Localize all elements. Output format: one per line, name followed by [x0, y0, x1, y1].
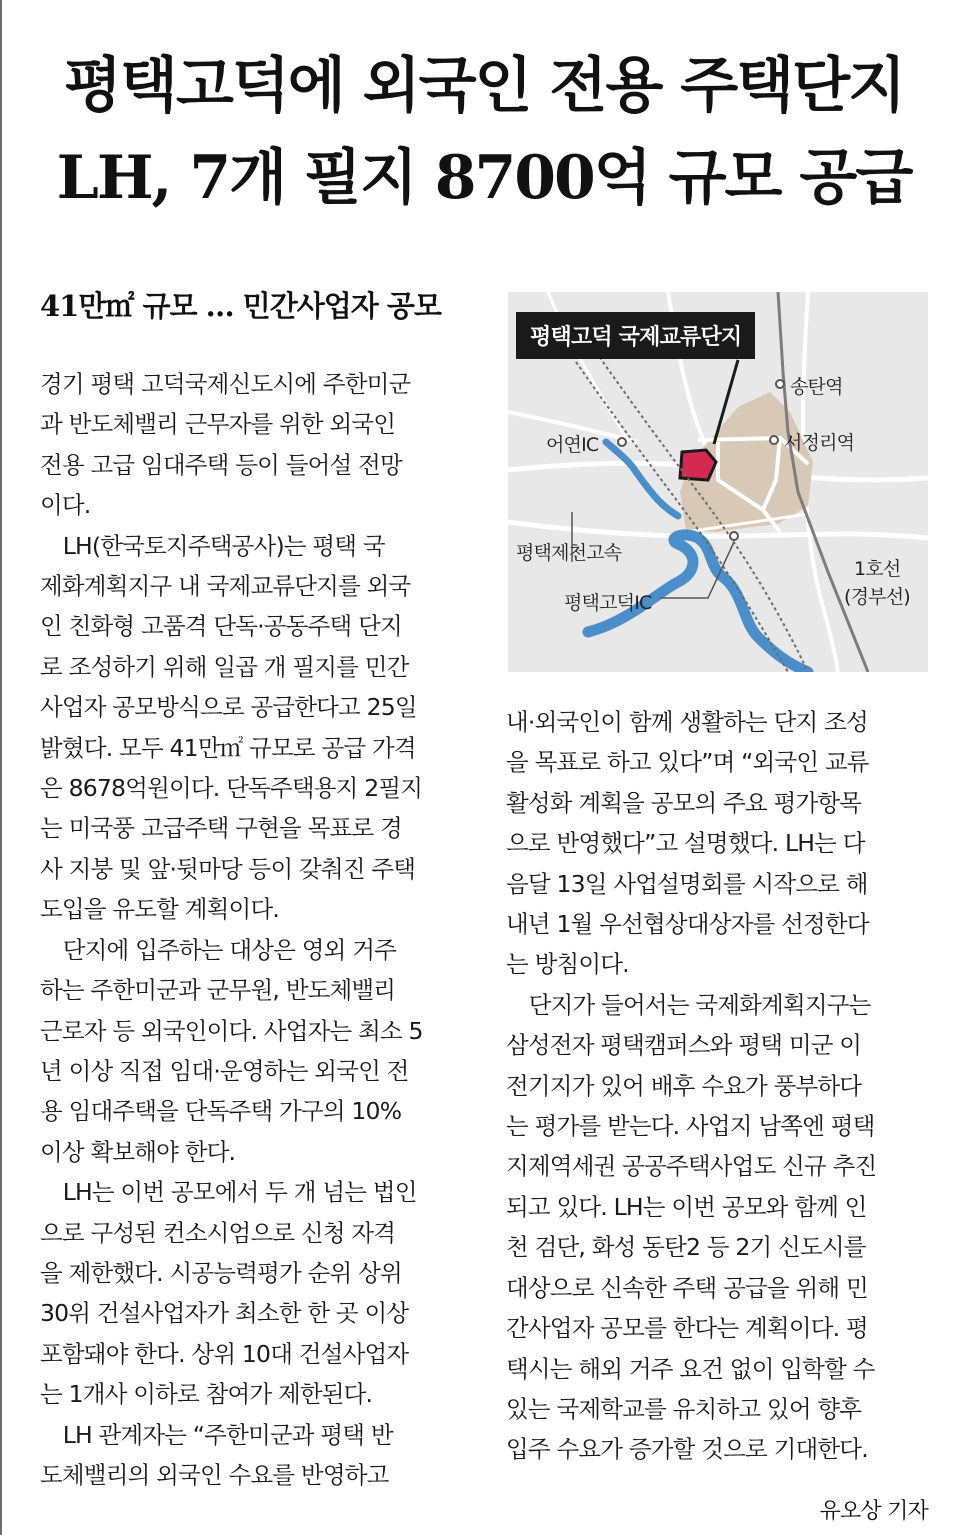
- article-line: 단지가 들어서는 국제화계획지구는: [506, 990, 871, 1019]
- article-line: 는 방침이다.: [506, 950, 629, 979]
- article-line: 근로자 등 외국인이다. 사업자는 최소 5: [40, 1016, 423, 1045]
- article-line: LH는 이번 공모에서 두 개 넘는 법인: [40, 1178, 417, 1207]
- label-line1: 1호선: [854, 558, 901, 580]
- article-line: 전기지가 있어 배후 수요가 풍부하다: [506, 1071, 862, 1100]
- map-title: 평택고덕 국제교류단지: [516, 312, 755, 359]
- article-paragraph: [506, 702, 930, 985]
- article-paragraph: [40, 364, 466, 526]
- article-line: 음달 13일 사업설명회를 시작으로 해: [506, 869, 868, 898]
- article-line: 단지에 입주하는 대상은 영외 거주: [40, 935, 396, 964]
- label-seojeongri-station: 서정리역: [784, 432, 855, 454]
- article-line: 천 검단, 화성 동탄2 등 2기 신도시를: [506, 1233, 866, 1262]
- article-line: 간사업자 공모를 한다는 계획이다. 평: [506, 1314, 868, 1343]
- article-line: LH 관계자는 “주한미군과 평택 반: [40, 1420, 393, 1449]
- article-line: 삼성전자 평택캠퍼스와 평택 미군 이: [506, 1031, 862, 1060]
- article-line: 제화계획지구 내 국제교류단지를 외국: [40, 572, 411, 601]
- article-line: 대상으로 신속한 주택 공급을 위해 민: [506, 1273, 868, 1302]
- article-line: 는 1개사 이하로 참여가 제한된다.: [40, 1380, 373, 1409]
- article-line: 있는 국제학교를 유치하고 있어 향후: [506, 1394, 862, 1423]
- label-eoyeon-ic: 어연IC: [546, 434, 599, 456]
- ic-godeok: [730, 532, 738, 540]
- byline: 유오상 기자: [819, 1499, 928, 1524]
- label-godeok-ic: 평택고덕IC: [564, 592, 652, 614]
- label-songtan-station: 송탄역: [790, 376, 843, 398]
- article-line: 활성화 계획을 공모의 주요 평가항목: [506, 788, 862, 817]
- article-line: 을 제한했다. 시공능력평가 순위 상위: [40, 1258, 402, 1287]
- article-line: LH(한국토지주택공사)는 평택 국: [40, 531, 385, 560]
- article-line: 은 8678억원이다. 단독주택용지 2필지: [40, 774, 423, 803]
- article-line: 경기 평택 고덕국제신도시에 주한미군: [40, 370, 411, 398]
- label-pyeongtaek-jecheon-expressway: 평택제천고속: [516, 542, 622, 564]
- headline-line-1: 평택고덕에 외국인 전용 주택단지: [63, 51, 905, 121]
- article-line: 을 목표로 하고 있다”며 “외국인 교류: [506, 748, 869, 777]
- article-line: 내·외국인이 함께 생활하는 단지 조성: [506, 708, 868, 736]
- article-line: 사업자 공모방식으로 공급한다고 25일: [40, 693, 417, 722]
- article-line: 전용 고급 임대주택 등이 들어설 전망: [40, 450, 402, 479]
- article-line: 인 친화형 고품격 단독·공동주택 단지: [40, 612, 402, 641]
- article-line: 용 임대주택을 단독주택 가구의 10%: [40, 1097, 402, 1126]
- article-line: 포함돼야 한다. 상위 10대 건설사업자: [40, 1339, 409, 1368]
- article-paragraph: [506, 985, 930, 1470]
- article-body-left-column: [40, 364, 466, 1495]
- article-paragraph: [40, 526, 466, 930]
- ic-eoyeon: [618, 438, 626, 446]
- article-line: 내년 1월 우선협상대상자를 선정한다: [506, 910, 869, 939]
- article-line: 사 지붕 및 앞·뒷마당 등이 갖춰진 주택: [40, 854, 416, 883]
- article-line: 밝혔다. 모두 41만㎡ 규모로 공급 가격: [40, 733, 416, 762]
- article-paragraph: [40, 1172, 466, 1414]
- article-line: 이다.: [40, 491, 91, 520]
- article-line: 로 조성하기 위해 일곱 개 필지를 민간: [40, 652, 409, 681]
- article-line: 도입을 유도할 계획이다.: [40, 895, 280, 924]
- page-edge-line: [0, 0, 2, 1535]
- headline-line-2: LH, 7개 필지 8700억 규모 공급: [56, 143, 912, 213]
- article-line: 30위 건설사업자가 최소한 한 곳 이상: [40, 1299, 409, 1328]
- article-line: 으로 구성된 컨소시엄으로 신청 자격: [40, 1218, 396, 1247]
- article-paragraph: [40, 1415, 466, 1496]
- article-line: 지제역세권 공공주택사업도 신규 추진: [506, 1152, 877, 1181]
- article-line: 택시는 해외 거주 요건 없이 입학할 수: [506, 1354, 875, 1383]
- article-line: 는 평가를 받는다. 사업지 남쪽엔 평택: [506, 1112, 875, 1141]
- subheadline: 41만㎡ 규모 … 민간사업자 공모: [40, 289, 441, 323]
- location-map: [508, 292, 928, 672]
- article-line: 입주 수요가 증가할 것으로 기대한다.: [506, 1435, 868, 1464]
- station-seojeongri: [770, 436, 778, 444]
- station-songtan: [776, 380, 784, 388]
- article-line: 과 반도체밸리 근무자를 위한 외국인: [40, 410, 396, 439]
- article-line: 는 미국풍 고급주택 구현을 목표로 경: [40, 814, 402, 843]
- label-gyeongbu-line: (경부선): [844, 586, 910, 608]
- article-line: 하는 주한미군과 군무원, 반도체밸리: [40, 976, 396, 1005]
- article-line: 도체밸리의 외국인 수요를 반영하고: [40, 1460, 389, 1489]
- article-paragraph: [40, 930, 466, 1172]
- article-line: 으로 반영했다”고 설명했다. LH는 다: [506, 829, 865, 858]
- article-line: 년 이상 직접 임대·운영하는 외국인 전: [40, 1056, 409, 1085]
- article-line: 이상 확보해야 한다.: [40, 1137, 236, 1166]
- article-line: 되고 있다. LH는 이번 공모와 함께 인: [506, 1192, 867, 1221]
- article-body-right-column: [506, 702, 930, 1470]
